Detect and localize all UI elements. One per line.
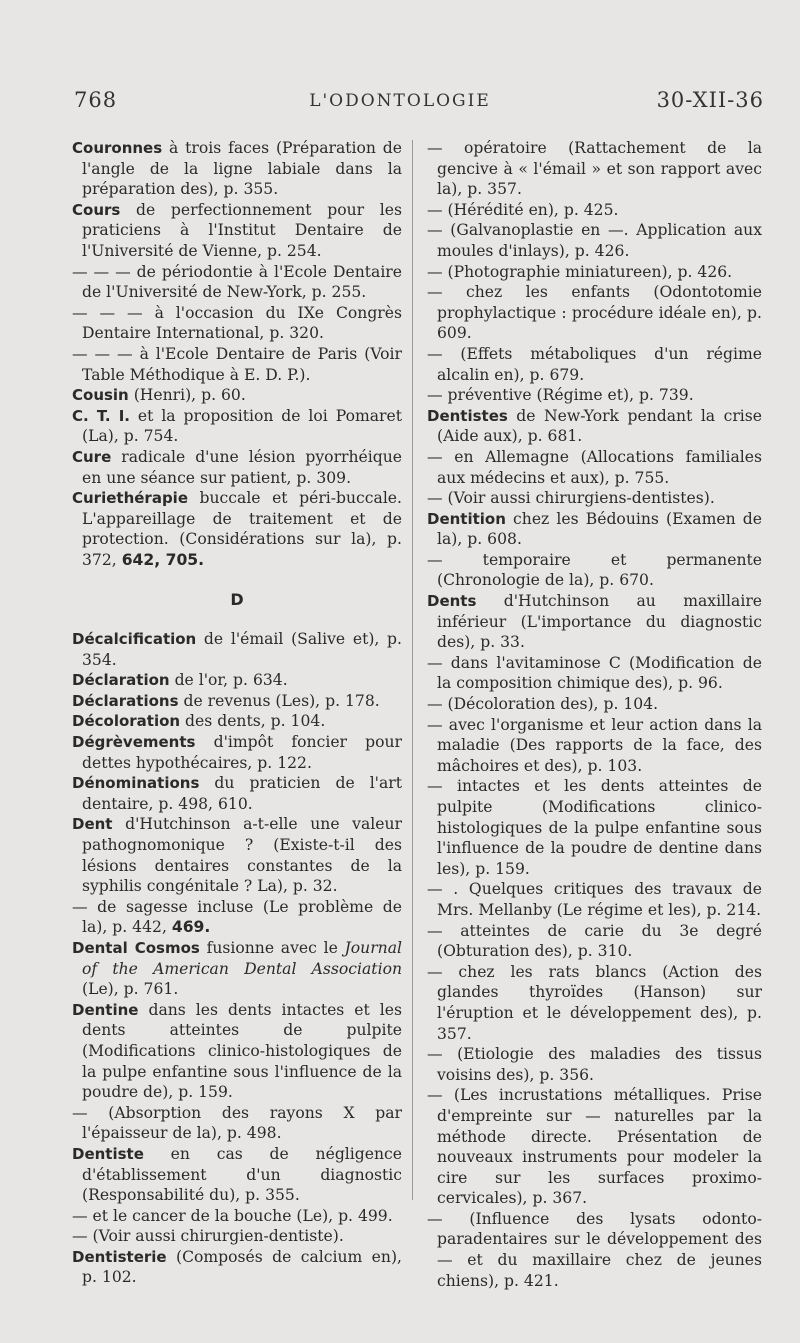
entry-text: — (Hérédité en), p. 425.: [427, 200, 619, 219]
entry-headword: Déclarations: [72, 691, 179, 710]
entry-text: à trois faces (Préparation de l'angle de la ligne labiale dans la préparation des), p. 355.: [82, 139, 402, 199]
index-entry: [427, 653, 762, 694]
entry-text-tail: (Le), p. 761.: [82, 980, 179, 999]
entry-text: en cas de négligence d'établissement d'un diagnostic (Responsabilité du), p. 355.: [82, 1144, 402, 1205]
entry-text: — chez les rats blancs (Action des glandes thyroïdes (Hanson) sur l'éruption et le développement des), p. 357.: [427, 962, 762, 1043]
index-entry: [72, 488, 402, 570]
entry-headword: Cours: [72, 200, 121, 219]
entry-text: radicale d'une lésion pyorrhéique en une séance sur patient, p. 309.: [82, 447, 402, 487]
entry-text: de revenus (Les), p. 178.: [178, 691, 380, 710]
index-entry: [427, 694, 762, 715]
entry-bold-pages: 469.: [171, 918, 211, 937]
index-entry: [72, 814, 402, 896]
index-entry: [427, 262, 762, 283]
index-entry: [72, 670, 402, 691]
index-entry: [427, 550, 762, 591]
index-entry: [72, 385, 402, 406]
index-entry: [427, 344, 762, 385]
entry-italic-title: Journal of the American Dental Association: [82, 938, 402, 978]
entry-headword: Couronnes: [72, 139, 163, 157]
entry-text: du praticien de l'art dentaire, p. 498, 610.: [82, 774, 402, 813]
column-divider: [412, 140, 413, 1200]
entry-headword: Cousin: [72, 386, 129, 405]
entry-text: — de sagesse incluse (Le problème de la), p. 442,: [72, 897, 402, 937]
index-entry: [72, 1144, 402, 1206]
entry-text: de l'or, p. 634.: [169, 671, 288, 690]
entry-text: de New-York pendant la crise (Aide aux), p. 681.: [437, 406, 762, 446]
entry-text: — (Effets métaboliques d'un régime alcalin en), p. 679.: [427, 344, 762, 384]
entry-text: — (Galvanoplastie en —. Application aux moules d'inlays), p. 426.: [427, 221, 762, 260]
index-entry: [427, 1209, 762, 1291]
index-entry: [427, 385, 762, 406]
entry-text: (Composés de calcium en), p. 102.: [82, 1247, 402, 1287]
right-column: [427, 138, 762, 1291]
index-entry: [72, 1247, 402, 1288]
entry-text: — opératoire (Rattachement de la gencive à « l'émail » et son rapport avec la), p. 357.: [427, 139, 762, 199]
index-entry: [427, 715, 762, 777]
entry-headword: Dentisterie: [72, 1247, 167, 1266]
index-entry: [427, 776, 762, 879]
entry-text: — — — à l'occasion du IXe Congrès Dentaire International, p. 320.: [72, 303, 402, 343]
index-entry: [427, 220, 762, 261]
index-entry: [427, 1085, 762, 1209]
entry-headword: Dentition: [427, 509, 506, 528]
index-entry: [72, 938, 402, 1000]
index-entry: [72, 897, 402, 938]
index-entry: [427, 962, 762, 1044]
index-entry: [72, 773, 402, 814]
entry-headword: Dent: [72, 815, 113, 834]
entry-headword: Dental Cosmos: [72, 938, 200, 957]
entry-text: — en Allemagne (Allocations familiales aux médecins et aux), p. 755.: [427, 447, 762, 487]
entry-headword: Décoloration: [72, 712, 181, 731]
issue-date: 30-XII-36: [656, 88, 764, 112]
entry-text: d'impôt foncier pour dettes hypothécaires, p. 122.: [82, 733, 402, 772]
entry-text: dans les dents intactes et les dents atteintes de pulpite (Modifications clinico-histologiques de la pulpe enfantine sous l'influence de la poudre de), p. 159.: [82, 1000, 402, 1102]
index-entry: [72, 1226, 402, 1247]
entry-text: — et le cancer de la bouche (Le), p. 499.: [72, 1206, 393, 1225]
index-entry: [427, 447, 762, 488]
index-entry: [427, 488, 762, 509]
entry-headword: Cure: [72, 447, 112, 466]
entry-text: — — — à l'Ecole Dentaire de Paris (Voir Table Méthodique à E. D. P.).: [72, 344, 402, 384]
entry-text: des dents, p. 104.: [180, 712, 326, 731]
index-entry: [72, 732, 402, 773]
page-number: 768: [74, 88, 118, 112]
entry-headword: Déclaration: [72, 671, 170, 690]
entry-headword: Dents: [427, 592, 477, 611]
entry-text: — (Décoloration des), p. 104.: [427, 695, 659, 714]
entry-text: — (Absorption des rayons X par l'épaisseur de la), p. 498.: [72, 1103, 402, 1143]
entry-text: de l'émail (Salive et), p. 354.: [82, 630, 402, 669]
entry-text: — avec l'organisme et leur action dans la maladie (Des rapports de la face, des mâchoires et des), p. 103.: [427, 715, 762, 775]
entry-headword: Dénominations: [72, 774, 200, 793]
index-entry: [427, 406, 762, 447]
entry-text: — dans l'avitaminose C (Modification de la composition chimique des), p. 96.: [427, 653, 762, 693]
entry-text: de perfectionnement pour les praticiens à l'Institut Dentaire de l'Université de Vienne, p. 254.: [82, 200, 402, 260]
index-entry: [72, 200, 402, 262]
entry-text: chez les Bédouins (Examen de la), p. 608.: [437, 509, 762, 549]
entry-headword: Dentine: [72, 1000, 139, 1019]
entry-text: — intactes et les dents atteintes de pulpite (Modifications clinico-histologiques de la pulpe enfantine sous l'influence de la poudre de dentine dans les), p. 159.: [427, 777, 762, 878]
section-letter: D: [230, 590, 244, 610]
index-entry: [72, 303, 402, 344]
index-entry: [427, 1044, 762, 1085]
entry-headword: Dentistes: [427, 406, 508, 425]
index-entry: [427, 879, 762, 920]
index-entry: [72, 1103, 402, 1144]
index-entry: [72, 138, 402, 200]
entry-text: — (Voir aussi chirurgiens-dentistes).: [427, 489, 715, 508]
index-entry: [72, 447, 402, 488]
entry-text: — temporaire et permanente (Chronologie de la), p. 670.: [427, 550, 762, 590]
entry-text: — . Quelques critiques des travaux de Mrs. Mellanby (Le régime et les), p. 214.: [427, 880, 762, 919]
index-entry: [427, 921, 762, 962]
entry-text: buccale et péri-buccale. L'appareillage de traitement et de protection. (Considérations sur la), p. 372,: [82, 489, 402, 569]
index-entry: [72, 629, 402, 670]
index-entry: [72, 344, 402, 385]
entry-bold-pages: 642, 705.: [121, 550, 205, 569]
entry-text: (Henri), p. 60.: [128, 386, 246, 405]
index-entry: [427, 138, 762, 200]
index-entry: [72, 711, 402, 732]
left-column: [72, 138, 402, 1288]
entry-text: — (Voir aussi chirurgien-dentiste).: [72, 1227, 344, 1246]
entry-headword: Dégrèvements: [72, 733, 196, 752]
entry-headword: Décalcification: [72, 630, 197, 649]
entry-text: — (Influence des lysats odonto-paradentaires sur le développement des — et du maxillaire chez de jeunes chiens), p. 421.: [427, 1209, 762, 1290]
entry-headword: C. T. I.: [72, 406, 130, 425]
index-entry: [72, 262, 402, 303]
index-entry: [72, 1206, 402, 1227]
entry-text: d'Hutchinson au maxillaire inférieur (L'importance du diagnostic des), p. 33.: [437, 592, 762, 652]
running-title: L'ODONTOLOGIE: [309, 91, 491, 111]
index-entry: [427, 509, 762, 550]
entry-text: — atteintes de carie du 3e degré (Obturation des), p. 310.: [427, 921, 762, 961]
entry-text: — (Etiologie des maladies des tissus voisins des), p. 356.: [427, 1045, 762, 1084]
index-entry: [72, 406, 402, 447]
entry-text: — préventive (Régime et), p. 739.: [427, 386, 694, 405]
index-entry: [427, 591, 762, 653]
index-entry: [72, 691, 402, 712]
entry-text: — (Les incrustations métalliques. Prise d'empreinte sur — naturelles par la méthode directe. Présentation de nouveaux instruments pour modeler la cire sur les surfaces proximo-cervicales), p. 367.: [427, 1086, 762, 1208]
entry-headword: Dentiste: [72, 1144, 144, 1163]
entry-text: et la proposition de loi Pomaret (La), p. 754.: [82, 406, 402, 446]
index-entry: [427, 200, 762, 221]
entry-text: — (Photographie miniatureen), p. 426.: [427, 262, 733, 281]
entry-headword: Curiethérapie: [72, 489, 188, 508]
index-entry: [427, 282, 762, 344]
index-entry: [72, 1000, 402, 1103]
entry-text: d'Hutchinson a-t-elle une valeur pathognomonique ? (Existe-t-il des lésions dentaires constantes de la syphilis congénitale ? La), p. 32.: [82, 815, 402, 896]
entry-text: — — — de périodontie à l'Ecole Dentaire de l'Université de New-York, p. 255.: [72, 262, 402, 302]
entry-text: fusionne avec le: [199, 938, 345, 957]
entry-text: — chez les enfants (Odontotomie prophylactique : procédure idéale en), p. 609.: [427, 283, 762, 343]
